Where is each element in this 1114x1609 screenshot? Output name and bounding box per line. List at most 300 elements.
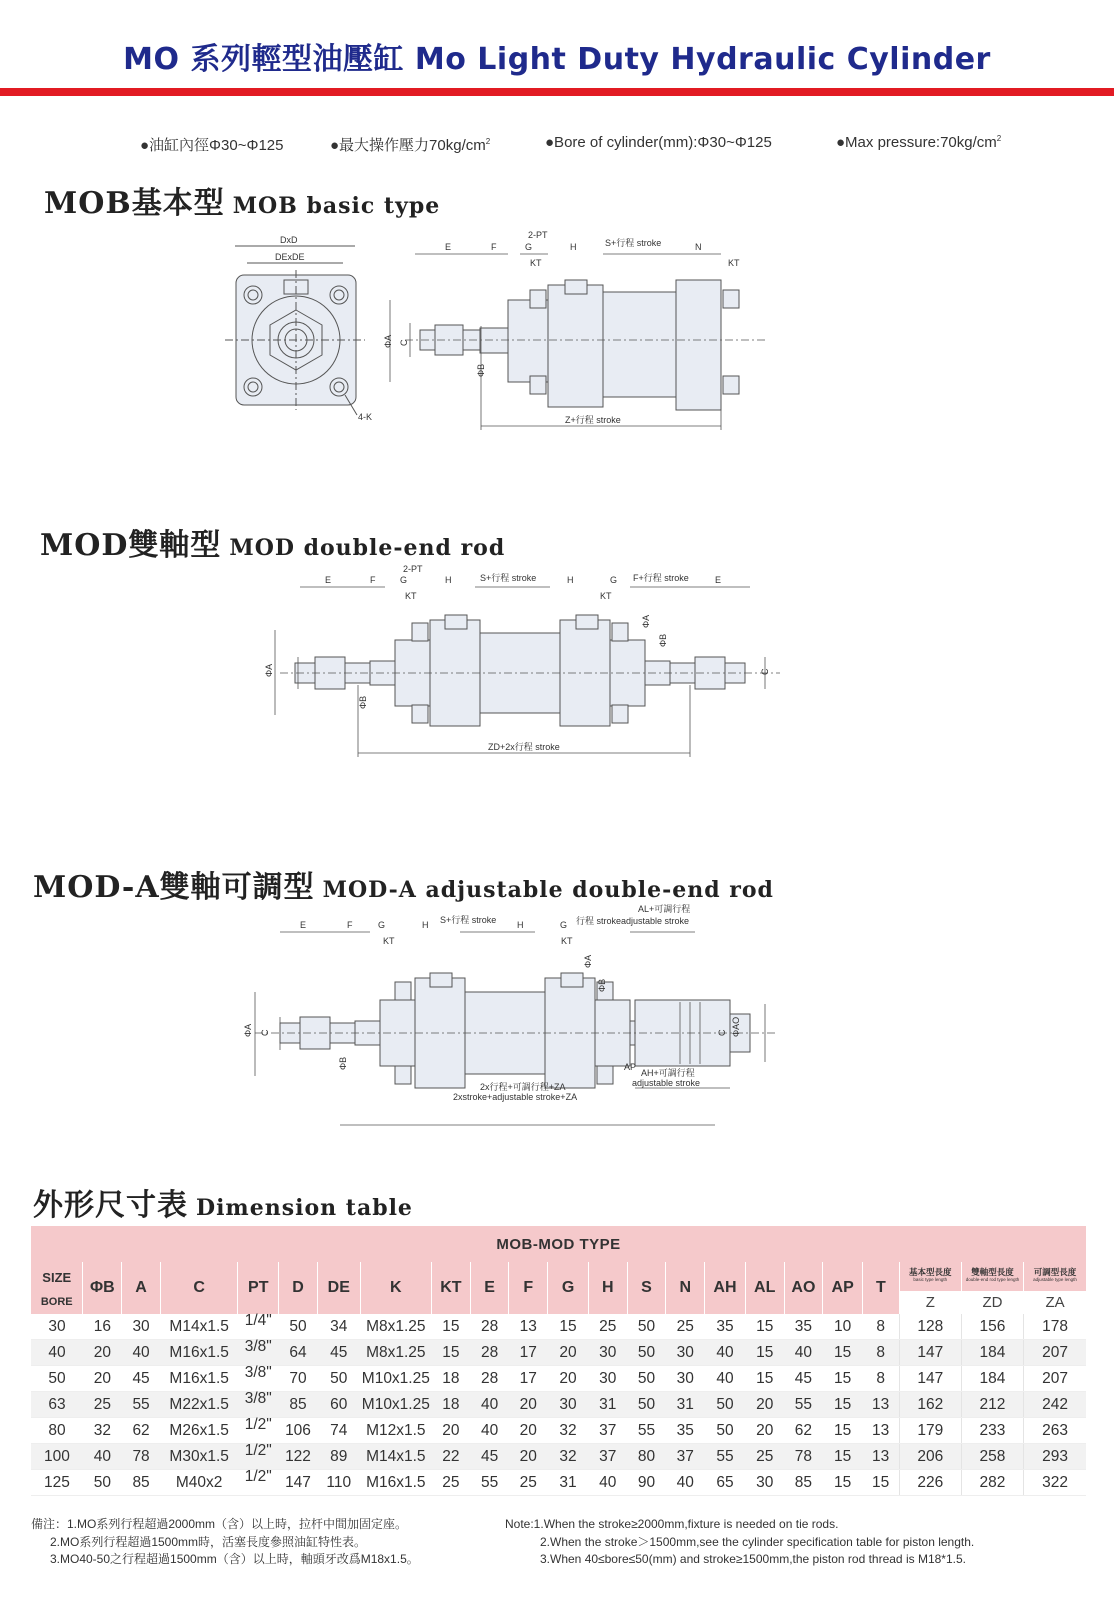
table-cell: 125 xyxy=(31,1470,83,1496)
mob-label-h: H xyxy=(570,242,577,252)
moda-label-phi-b1: ΦB xyxy=(338,1056,348,1070)
mob-label-f: F xyxy=(491,242,497,252)
mob-label-phi-b: ΦB xyxy=(476,363,486,377)
table-cell: 184 xyxy=(961,1366,1023,1392)
header-col: KT xyxy=(432,1262,471,1314)
header-col: PT xyxy=(238,1262,279,1314)
table-cell: 15 xyxy=(823,1444,863,1470)
table-cell-pt: 3/8" xyxy=(244,1363,272,1381)
table-cell: 263 xyxy=(1024,1418,1086,1444)
section-title-mob xyxy=(44,178,440,222)
spec-pressure-en xyxy=(836,134,1001,151)
table-cell: M10x1.25 xyxy=(360,1366,431,1392)
moda-label-kt1: KT xyxy=(383,936,395,946)
table-cell xyxy=(238,1441,279,1470)
moda-label-phi-a2: ΦA xyxy=(583,954,593,968)
moda-label-h2: H xyxy=(517,920,524,930)
table-cell: 78 xyxy=(122,1444,161,1470)
table-cell: M12x1.5 xyxy=(360,1418,431,1444)
table-cell: 55 xyxy=(627,1418,666,1444)
table-cell: M8x1.25 xyxy=(360,1314,431,1340)
table-header-row xyxy=(31,1262,1086,1314)
table-cell: 226 xyxy=(899,1470,961,1496)
spec-pressure-zh-sup: 2 xyxy=(485,137,491,146)
table-cell: 85 xyxy=(122,1470,161,1496)
table-cell-pt: 1/2" xyxy=(244,1415,272,1433)
table-cell xyxy=(238,1311,279,1340)
table-cell: 110 xyxy=(317,1470,360,1496)
table-cell: 128 xyxy=(899,1314,961,1340)
table-row xyxy=(31,1340,1086,1366)
table-cell: 8 xyxy=(863,1314,900,1340)
table-cell: 15 xyxy=(745,1314,784,1340)
mob-drawing xyxy=(225,230,785,450)
table-cell: 89 xyxy=(317,1444,360,1470)
table-cell: M16x1.5 xyxy=(160,1366,237,1392)
table-cell: 20 xyxy=(509,1392,548,1418)
header-length-col xyxy=(1024,1262,1086,1314)
table-cell: 55 xyxy=(705,1444,746,1470)
header-col: D xyxy=(279,1262,318,1314)
header-col: E xyxy=(470,1262,509,1314)
header-length-col xyxy=(899,1262,961,1314)
header-col: C xyxy=(160,1262,237,1314)
table-cell: 15 xyxy=(432,1340,471,1366)
mod-label-2pt: 2-PT xyxy=(403,564,423,574)
table-cell: 31 xyxy=(666,1392,705,1418)
table-row xyxy=(31,1392,1086,1418)
table-row xyxy=(31,1418,1086,1444)
table-cell: 64 xyxy=(279,1340,318,1366)
table-cell: 62 xyxy=(122,1418,161,1444)
table-cell: 50 xyxy=(279,1314,318,1340)
header-col: N xyxy=(666,1262,705,1314)
dimension-table xyxy=(31,1226,1086,1496)
page-title: MO 系列輕型油壓缸 Mo Light Duty Hydraulic Cylinder xyxy=(123,42,991,77)
table-cell: 30 xyxy=(666,1366,705,1392)
moda-label-ah2: adjustable stroke xyxy=(632,1078,701,1088)
table-cell: 22 xyxy=(432,1444,471,1470)
mod-label-s-stroke: S+行程 stroke xyxy=(480,573,537,583)
mob-label-kt1: KT xyxy=(530,258,542,268)
table-cell: 37 xyxy=(588,1444,627,1470)
table-cell: 25 xyxy=(432,1470,471,1496)
table-cell: 62 xyxy=(784,1418,823,1444)
header-col: AL xyxy=(745,1262,784,1314)
mob-label-z-stroke: Z+行程 stroke xyxy=(565,415,621,425)
note-en-2: 2.When the stroke＞1500mm,see the cylinder specification table for piston length. xyxy=(540,1534,975,1549)
header-col: A xyxy=(122,1262,161,1314)
table-cell: 13 xyxy=(863,1418,900,1444)
header-length-en: basic type length xyxy=(913,1277,948,1282)
header-col: AP xyxy=(823,1262,863,1314)
table-cell: 13 xyxy=(863,1444,900,1470)
table-cell: 15 xyxy=(823,1392,863,1418)
table-cell: 63 xyxy=(31,1392,83,1418)
header-length-label xyxy=(962,1268,1023,1283)
mob-label-e: E xyxy=(445,242,452,252)
table-cell: 25 xyxy=(588,1314,627,1340)
note-zh-3: 3.MO40-50之行程超過1500mm（含）以上時，軸頭牙改爲M18x1.5。 xyxy=(50,1552,419,1566)
table-cell: 50 xyxy=(83,1470,122,1496)
table-cell: 20 xyxy=(548,1366,589,1392)
table-cell: 34 xyxy=(317,1314,360,1340)
table-cell: 85 xyxy=(279,1392,318,1418)
section-title-table xyxy=(33,1180,413,1224)
table-cell xyxy=(238,1415,279,1444)
table-cell: 15 xyxy=(863,1470,900,1496)
table-cell: 258 xyxy=(961,1444,1023,1470)
table-row xyxy=(31,1444,1086,1470)
table-cell: 30 xyxy=(31,1314,83,1340)
table-cell: 40 xyxy=(705,1366,746,1392)
table-cell: 55 xyxy=(784,1392,823,1418)
header-col: G xyxy=(548,1262,589,1314)
table-cell: 17 xyxy=(509,1366,548,1392)
table-cell: 40 xyxy=(122,1340,161,1366)
table-cell: 45 xyxy=(317,1340,360,1366)
header-length-label xyxy=(900,1268,961,1283)
mob-side-view xyxy=(420,280,739,410)
table-cell: 282 xyxy=(961,1470,1023,1496)
table-cell: M22x1.5 xyxy=(160,1392,237,1418)
table-cell: 17 xyxy=(509,1340,548,1366)
table-row xyxy=(31,1314,1086,1340)
spec-pressure-zh xyxy=(330,134,490,155)
table-cell: 31 xyxy=(548,1470,589,1496)
table-cell: 32 xyxy=(83,1418,122,1444)
mob-front-view xyxy=(225,246,365,415)
table-cell: 40 xyxy=(705,1340,746,1366)
header-col: H xyxy=(588,1262,627,1314)
table-row xyxy=(31,1366,1086,1392)
table-cell: 207 xyxy=(1024,1366,1086,1392)
table-cell: 156 xyxy=(961,1314,1023,1340)
mod-label-e1: E xyxy=(325,575,332,585)
moda-label-c1: C xyxy=(260,1029,270,1036)
moda-label-phi-b2: ΦB xyxy=(597,978,607,992)
table-cell: 40 xyxy=(470,1418,509,1444)
table-cell: 147 xyxy=(899,1340,961,1366)
header-length-zh: 基本型長度 xyxy=(909,1267,952,1277)
moda-label-ah1: AH+可調行程 xyxy=(641,1068,695,1078)
table-cell: 20 xyxy=(509,1418,548,1444)
table-cell: 28 xyxy=(470,1340,509,1366)
mod-label-kt1: KT xyxy=(405,591,417,601)
mod-label-phi-b2: ΦB xyxy=(658,633,668,647)
table-cell: M14x1.5 xyxy=(160,1314,237,1340)
table-cell: 233 xyxy=(961,1418,1023,1444)
header-size: SIZE xyxy=(42,1270,72,1285)
notes-zh xyxy=(31,1516,419,1569)
table-cell: 50 xyxy=(31,1366,83,1392)
header-size-bore xyxy=(31,1262,83,1314)
mod-label-phi-a2: ΦA xyxy=(641,614,651,628)
section-title-mod-zh: MOD雙軸型 xyxy=(40,528,222,563)
table-cell: 25 xyxy=(509,1470,548,1496)
header-col: T xyxy=(863,1262,900,1314)
moda-label-e: E xyxy=(300,920,307,930)
table-cell: 30 xyxy=(548,1392,589,1418)
table-cell: 55 xyxy=(122,1392,161,1418)
mod-label-f1: F xyxy=(370,575,376,585)
table-cell: 15 xyxy=(432,1314,471,1340)
mob-label-s-stroke: S+行程 stroke xyxy=(605,238,662,248)
table-cell xyxy=(238,1467,279,1496)
table-cell: 13 xyxy=(509,1314,548,1340)
mod-label-f-stroke: F+行程 stroke xyxy=(633,573,689,583)
moda-label-f: F xyxy=(347,920,353,930)
table-cell: 80 xyxy=(31,1418,83,1444)
mob-label-phi-a: ΦA xyxy=(383,334,393,348)
table-cell: 15 xyxy=(548,1314,589,1340)
table-cell-pt: 1/2" xyxy=(244,1441,272,1459)
header-length-zh: 雙軸型長度 xyxy=(971,1267,1014,1277)
table-cell: 20 xyxy=(509,1444,548,1470)
table-cell: M16x1.5 xyxy=(360,1470,431,1496)
moda-label-al: AL+可調行程 xyxy=(638,904,691,914)
table-cell: 25 xyxy=(745,1444,784,1470)
table-cell: M30x1.5 xyxy=(160,1444,237,1470)
table-cell: 55 xyxy=(470,1470,509,1496)
table-cell: 50 xyxy=(627,1392,666,1418)
spec-bore-en: ●Bore of cylinder(mm):Φ30~Φ125 xyxy=(545,134,772,151)
table-cell: 122 xyxy=(279,1444,318,1470)
header-col: F xyxy=(509,1262,548,1314)
spec-pressure-en-sup: 2 xyxy=(996,134,1002,143)
mod-label-c: C xyxy=(760,668,770,675)
table-cell: 28 xyxy=(470,1366,509,1392)
table-cell-pt: 3/8" xyxy=(244,1389,272,1407)
table-type-title: MOB-MOD TYPE xyxy=(31,1226,1086,1262)
table-cell: 30 xyxy=(745,1470,784,1496)
table-cell: 50 xyxy=(705,1392,746,1418)
header-col: AO xyxy=(784,1262,823,1314)
table-cell: 50 xyxy=(317,1366,360,1392)
section-title-moda xyxy=(33,862,774,906)
table-cell: 15 xyxy=(823,1340,863,1366)
table-cell: 147 xyxy=(899,1366,961,1392)
note-en-3: 3.When 40≤bore≤50(mm) and stroke≥1500mm,the piston rod thread is M18*1.5. xyxy=(540,1552,966,1566)
table-cell: 8 xyxy=(863,1340,900,1366)
section-title-mod xyxy=(40,520,505,564)
section-title-mob-zh: MOB基本型 xyxy=(44,186,225,221)
moda-label-stroke-adj: 行程 strokeadjustable stroke xyxy=(576,916,690,926)
table-cell: 18 xyxy=(432,1392,471,1418)
table-row xyxy=(31,1470,1086,1496)
mod-drawing xyxy=(260,564,800,775)
header-length-en: double-end rod type length xyxy=(965,1277,1020,1282)
mob-label-kt2: KT xyxy=(728,258,740,268)
table-cell: 40 xyxy=(83,1444,122,1470)
table-cell: 15 xyxy=(745,1340,784,1366)
table-cell: 40 xyxy=(666,1470,705,1496)
section-title-table-en: Dimension table xyxy=(196,1195,413,1221)
mod-label-phi-b1: ΦB xyxy=(358,695,368,709)
table-cell: 30 xyxy=(666,1340,705,1366)
table-cell: 178 xyxy=(1024,1314,1086,1340)
table-cell: 184 xyxy=(961,1340,1023,1366)
table-cell: M14x1.5 xyxy=(360,1444,431,1470)
section-title-mob-en: MOB basic type xyxy=(232,193,441,219)
mob-label-n: N xyxy=(695,242,702,252)
table-cell: 70 xyxy=(279,1366,318,1392)
table-cell: M26x1.5 xyxy=(160,1418,237,1444)
mob-label-2pt: 2-PT xyxy=(528,230,548,240)
note-zh-2: 2.MO系列行程超過1500mm時，活塞長度參照油缸特性表。 xyxy=(50,1534,367,1549)
notes-en xyxy=(505,1516,974,1569)
table-cell: 25 xyxy=(666,1314,705,1340)
table-cell: 147 xyxy=(279,1470,318,1496)
moda-label-kt2: KT xyxy=(561,936,573,946)
moda-label-g2: G xyxy=(560,920,568,930)
table-body xyxy=(31,1311,1086,1496)
table-cell: 30 xyxy=(588,1366,627,1392)
mod-label-phi-a1: ΦA xyxy=(264,663,274,677)
moda-label-ap: AP xyxy=(624,1062,637,1072)
spec-bore-zh: ●油缸內徑Φ30~Φ125 xyxy=(140,137,284,154)
mob-label-g: G xyxy=(525,242,533,252)
table-cell: 18 xyxy=(432,1366,471,1392)
table-cell: 179 xyxy=(899,1418,961,1444)
table-cell: 8 xyxy=(863,1366,900,1392)
mod-label-h1: H xyxy=(445,575,452,585)
table-cell: 74 xyxy=(317,1418,360,1444)
table-cell: 20 xyxy=(83,1366,122,1392)
table-cell: 90 xyxy=(627,1470,666,1496)
table-cell xyxy=(238,1363,279,1392)
table-cell: 35 xyxy=(666,1418,705,1444)
moda-label-h1: H xyxy=(422,920,429,930)
header-length-code: ZD xyxy=(962,1291,1023,1314)
table-cell: 37 xyxy=(666,1444,705,1470)
table-cell: 40 xyxy=(784,1340,823,1366)
table-cell: 45 xyxy=(784,1366,823,1392)
table-cell: 15 xyxy=(823,1366,863,1392)
section-title-mod-en: MOD double-end rod xyxy=(229,535,506,561)
header-col: AH xyxy=(705,1262,746,1314)
mob-label-dexde: DExDE xyxy=(275,252,305,262)
moda-label-phi-a1: ΦA xyxy=(243,1023,253,1037)
table-cell-pt: 1/4" xyxy=(244,1311,272,1329)
table-cell-pt: 3/8" xyxy=(244,1337,272,1355)
header-col: ΦB xyxy=(83,1262,122,1314)
table-cell: 50 xyxy=(705,1418,746,1444)
header-length-code: Z xyxy=(900,1291,961,1314)
mod-label-g2: G xyxy=(610,575,618,585)
mod-label-g1: G xyxy=(400,575,408,585)
spec-pressure-en-text: ●Max pressure:70kg/cm xyxy=(836,134,997,151)
table-cell: M16x1.5 xyxy=(160,1340,237,1366)
table-cell: 20 xyxy=(548,1340,589,1366)
moda-label-c2: C xyxy=(717,1029,727,1036)
table-cell: 78 xyxy=(784,1444,823,1470)
mod-label-h2: H xyxy=(567,575,574,585)
spec-pressure-zh-text: ●最大操作壓力70kg/cm xyxy=(330,137,486,154)
table-cell: 13 xyxy=(863,1392,900,1418)
table-cell: 20 xyxy=(432,1418,471,1444)
moda-drawing xyxy=(235,904,795,1160)
mob-label-4k: 4-K xyxy=(358,412,373,422)
table-cell: 45 xyxy=(122,1366,161,1392)
table-cell xyxy=(238,1389,279,1418)
table-cell: 85 xyxy=(784,1470,823,1496)
mob-label-c: C xyxy=(399,339,409,346)
table-cell: 50 xyxy=(627,1314,666,1340)
table-cell: 212 xyxy=(961,1392,1023,1418)
table-cell: M8x1.25 xyxy=(360,1340,431,1366)
moda-label-g1: G xyxy=(378,920,386,930)
table-cell: 40 xyxy=(470,1392,509,1418)
table-cell: 106 xyxy=(279,1418,318,1444)
header-bore: BORE xyxy=(40,1296,73,1308)
moda-label-za2: 2xstroke+adjustable stroke+ZA xyxy=(453,1092,578,1102)
table-cell: 40 xyxy=(588,1470,627,1496)
section-title-moda-en: MOD-A adjustable double-end rod xyxy=(322,877,774,903)
header-col: DE xyxy=(317,1262,360,1314)
table-cell: 30 xyxy=(122,1314,161,1340)
table-cell-pt: 1/2" xyxy=(244,1467,272,1485)
table-cell: 50 xyxy=(627,1366,666,1392)
table-cell: 206 xyxy=(899,1444,961,1470)
table-cell: M10x1.25 xyxy=(360,1392,431,1418)
table-cell: 31 xyxy=(588,1392,627,1418)
table-cell: 32 xyxy=(548,1418,589,1444)
table-cell: 45 xyxy=(470,1444,509,1470)
table-cell: 15 xyxy=(823,1418,863,1444)
table-cell: 10 xyxy=(823,1314,863,1340)
table-cell: 293 xyxy=(1024,1444,1086,1470)
moda-label-za1: 2x行程+可調行程+ZA xyxy=(480,1082,566,1092)
table-cell: 100 xyxy=(31,1444,83,1470)
table-cell: 207 xyxy=(1024,1340,1086,1366)
moda-label-phi-ao: ΦAO xyxy=(731,1016,741,1037)
table-cell: 322 xyxy=(1024,1470,1086,1496)
note-zh-1: 備注：1.MO系列行程超過2000mm（含）以上時，拉杆中間加固定座。 xyxy=(31,1517,408,1531)
table-cell: 32 xyxy=(548,1444,589,1470)
table-cell: M40x2 xyxy=(160,1470,237,1496)
table-cell: 20 xyxy=(83,1340,122,1366)
header-col: S xyxy=(627,1262,666,1314)
table-cell: 20 xyxy=(745,1392,784,1418)
header-length-code: ZA xyxy=(1024,1291,1086,1314)
header-col: K xyxy=(360,1262,431,1314)
mod-label-kt2: KT xyxy=(600,591,612,601)
table-cell: 60 xyxy=(317,1392,360,1418)
header-rule xyxy=(0,88,1114,96)
table-cell: 65 xyxy=(705,1470,746,1496)
table-cell: 25 xyxy=(83,1392,122,1418)
table-cell: 28 xyxy=(470,1314,509,1340)
moda-label-s-stroke: S+行程 stroke xyxy=(440,915,497,925)
note-en-1: Note:1.When the stroke≥2000mm,fixture is needed on tie rods. xyxy=(505,1517,839,1531)
table-cell: 30 xyxy=(588,1340,627,1366)
header-length-en: adjustable type length xyxy=(1033,1277,1077,1282)
table-cell: 80 xyxy=(627,1444,666,1470)
table-cell: 35 xyxy=(705,1314,746,1340)
mob-label-dxd: DxD xyxy=(280,235,298,245)
mod-label-e2: E xyxy=(715,575,722,585)
table-cell xyxy=(238,1337,279,1366)
section-title-table-zh: 外形尺寸表 xyxy=(33,1188,188,1223)
header-length-label xyxy=(1024,1268,1086,1283)
table-cell: 15 xyxy=(745,1366,784,1392)
table-cell: 162 xyxy=(899,1392,961,1418)
table-cell: 50 xyxy=(627,1340,666,1366)
table-cell: 242 xyxy=(1024,1392,1086,1418)
table-cell: 40 xyxy=(31,1340,83,1366)
table-cell: 20 xyxy=(745,1418,784,1444)
